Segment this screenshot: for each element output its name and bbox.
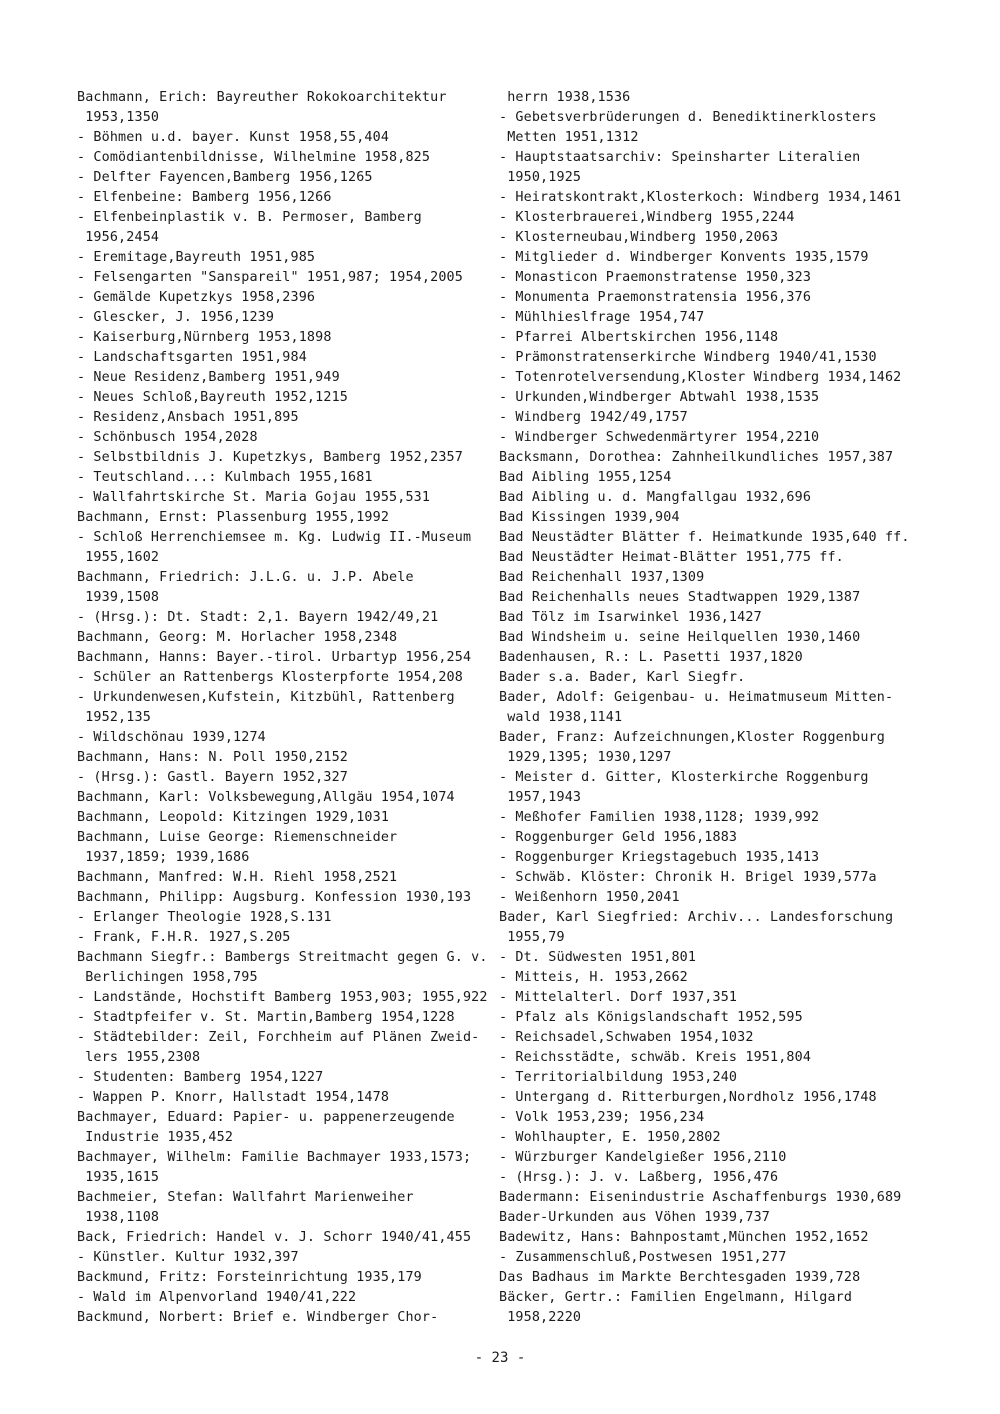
index-line: - Pfalz als Königslandschaft 1952,595 [499,1010,803,1025]
index-line: - Urkunden,Windberger Abtwahl 1938,1535 [499,390,820,405]
index-line: Bachmann, Manfred: W.H. Riehl 1958,2521 [77,870,398,885]
index-line: - Frank, F.H.R. 1927,S.205 [77,930,291,945]
index-line: Bachmann, Luise George: Riemenschneider [77,830,398,845]
index-line: - (Hrsg.): Dt. Stadt: 2,1. Bayern 1942/49,21 [77,610,439,625]
index-line: - Selbstbildnis J. Kupetzkys, Bamberg 1952,2357 [77,450,463,465]
right-column [499,88,909,1328]
index-line: - Mittelalterl. Dorf 1937,351 [499,990,738,1005]
index-line: - Kaiserburg,Nürnberg 1953,1898 [77,330,332,345]
index-line: Bad Aibling u. d. Mangfallgau 1932,696 [499,490,812,505]
index-line: - Heiratskontrakt,Klosterkoch: Windberg 1934,1461 [499,190,902,205]
index-line: - Städtebilder: Zeil, Forchheim auf Plänen Zweid- [77,1030,480,1045]
index-line: - Volk 1953,239; 1956,234 [499,1110,705,1125]
index-line: - Klosterneubau,Windberg 1950,2063 [499,230,779,245]
index-line: - Totenrotelversendung,Kloster Windberg 1934,1462 [499,370,902,385]
index-line: Badewitz, Hans: Bahnpostamt,München 1952,1652 [499,1230,869,1245]
index-line: Bad Kissingen 1939,904 [499,510,680,525]
index-line: Metten 1951,1312 [499,130,639,145]
index-line: - Mitglieder d. Windberger Konvents 1935,1579 [499,250,869,265]
index-line: Bachmann Siegfr.: Bambergs Streitmacht gegen G. v. [77,950,488,965]
index-line: 1958,2220 [499,1310,582,1325]
index-line: Backsmann, Dorothea: Zahnheilkundliches 1957,387 [499,450,894,465]
index-line: 1950,1925 [499,170,582,185]
index-line: Bad Reichenhall 1937,1309 [499,570,705,585]
index-line: - Pfarrei Albertskirchen 1956,1148 [499,330,779,345]
index-line: Bachmayer, Eduard: Papier- u. pappenerzeugende [77,1110,455,1125]
index-line: - Würzburger Kandelgießer 1956,2110 [499,1150,787,1165]
index-line: herrn 1938,1536 [499,90,631,105]
index-line: - Comödiantenbildnisse, Wilhelmine 1958,825 [77,150,431,165]
index-line: Badermann: Eisenindustrie Aschaffenburgs 1930,689 [499,1190,902,1205]
index-line: 1957,1943 [499,790,582,805]
index-line: - Monumenta Praemonstratensia 1956,376 [499,290,812,305]
index-line: - Hauptstaatsarchiv: Speinsharter Literalien [499,150,861,165]
index-line: Bachmann, Erich: Bayreuther Rokokoarchitektur [77,90,447,105]
index-line: Bachmann, Georg: M. Horlacher 1958,2348 [77,630,398,645]
index-line: Bachmann, Hans: N. Poll 1950,2152 [77,750,348,765]
index-line: - Urkundenwesen,Kufstein, Kitzbühl, Rattenberg [77,690,455,705]
index-line: Bad Reichenhalls neues Stadtwappen 1929,1387 [499,590,861,605]
index-line: - Künstler. Kultur 1932,397 [77,1250,299,1265]
index-line: wald 1938,1141 [499,710,623,725]
index-line: - Schönbusch 1954,2028 [77,430,258,445]
index-line: - Reichsstädte, schwäb. Kreis 1951,804 [499,1050,812,1065]
index-line: Bader, Franz: Aufzeichnungen,Kloster Roggenburg [499,730,885,745]
index-line: - Roggenburger Geld 1956,1883 [499,830,738,845]
index-line: - Elfenbeine: Bamberg 1956,1266 [77,190,332,205]
index-line: - (Hrsg.): Gastl. Bayern 1952,327 [77,770,348,785]
index-line: - Meister d. Gitter, Klosterkirche Roggenburg [499,770,869,785]
index-line: 1955,1602 [77,550,160,565]
index-line: - Schloß Herrenchiemsee m. Kg. Ludwig II.-Museum [77,530,472,545]
index-line: - Mühlhieslfrage 1954,747 [499,310,705,325]
index-line: Industrie 1935,452 [77,1130,234,1145]
index-line: - Landschaftsgarten 1951,984 [77,350,307,365]
index-line: Bad Aibling 1955,1254 [499,470,672,485]
index-line: - Wappen P. Knorr, Hallstadt 1954,1478 [77,1090,390,1105]
index-line: - Mitteis, H. 1953,2662 [499,970,688,985]
index-line: Bader, Adolf: Geigenbau- u. Heimatmuseum Mitten- [499,690,894,705]
index-line: Bäcker, Gertr.: Familien Engelmann, Hilgard [499,1290,853,1305]
page-number: - 23 - [474,1350,526,1366]
index-line: Bachmeier, Stefan: Wallfahrt Marienweiher [77,1190,414,1205]
index-line: Bachmann, Karl: Volksbewegung,Allgäu 1954,1074 [77,790,455,805]
index-line: 1952,135 [77,710,151,725]
index-line: Bachmann, Philipp: Augsburg. Konfession 1930,193 [77,890,472,905]
index-line: - Meßhofer Familien 1938,1128; 1939,992 [499,810,820,825]
index-line: - Roggenburger Kriegstagebuch 1935,1413 [499,850,820,865]
index-line: - Stadtpfeifer v. St. Martin,Bamberg 1954,1228 [77,1010,455,1025]
index-line: - Gebetsverbrüderungen d. Benediktinerklosters [499,110,877,125]
index-line: - Wallfahrtskirche St. Maria Gojau 1955,531 [77,490,431,505]
index-line: - Schwäb. Klöster: Chronik H. Brigel 1939,577a [499,870,877,885]
index-line: - Delfter Fayencen,Bamberg 1956,1265 [77,170,373,185]
index-line: - Residenz,Ansbach 1951,895 [77,410,299,425]
index-line: lers 1955,2308 [77,1050,201,1065]
index-line: - Wald im Alpenvorland 1940/41,222 [77,1290,357,1305]
index-line: - Zusammenschluß,Postwesen 1951,277 [499,1250,787,1265]
index-line: - Wildschönau 1939,1274 [77,730,266,745]
index-line: Bachmann, Hanns: Bayer.-tirol. Urbartyp 1956,254 [77,650,472,665]
index-line: Bad Windsheim u. seine Heilquellen 1930,1460 [499,630,861,645]
index-line: - Reichsadel,Schwaben 1954,1032 [499,1030,754,1045]
index-line: 1955,79 [499,930,565,945]
index-line: Berlichingen 1958,795 [77,970,258,985]
index-line: - Wohlhaupter, E. 1950,2802 [499,1130,721,1145]
index-line: - Klosterbrauerei,Windberg 1955,2244 [499,210,795,225]
index-line: - Landstände, Hochstift Bamberg 1953,903; 1955,922 [77,990,488,1005]
index-line: - Windberger Schwedenmärtyrer 1954,2210 [499,430,820,445]
index-line: Bachmann, Ernst: Plassenburg 1955,1992 [77,510,390,525]
index-line: 1956,2454 [77,230,160,245]
index-line: - Territorialbildung 1953,240 [499,1070,738,1085]
index-line: 1937,1859; 1939,1686 [77,850,250,865]
index-line: - (Hrsg.): J. v. Laßberg, 1956,476 [499,1170,779,1185]
index-line: - Gemälde Kupetzkys 1958,2396 [77,290,316,305]
index-line: - Elfenbeinplastik v. B. Permoser, Bamberg [77,210,422,225]
index-line: - Eremitage,Bayreuth 1951,985 [77,250,316,265]
index-line: Backmund, Norbert: Brief e. Windberger Chor- [77,1310,439,1325]
index-line: 1938,1108 [77,1210,160,1225]
index-line: 1939,1508 [77,590,160,605]
index-line: 1953,1350 [77,110,160,125]
index-line: - Erlanger Theologie 1928,S.131 [77,910,332,925]
index-line: Bachmann, Leopold: Kitzingen 1929,1031 [77,810,390,825]
index-line: - Felsengarten "Sanspareil" 1951,987; 1954,2005 [77,270,463,285]
index-line: 1929,1395; 1930,1297 [499,750,672,765]
index-line: Bachmayer, Wilhelm: Familie Bachmayer 1933,1573; [77,1150,472,1165]
index-line: - Dt. Südwesten 1951,801 [499,950,697,965]
index-line: Bader-Urkunden aus Vöhen 1939,737 [499,1210,770,1225]
index-line: Bader, Karl Siegfried: Archiv... Landesforschung [499,910,894,925]
index-line: - Neue Residenz,Bamberg 1951,949 [77,370,340,385]
index-line: - Neues Schloß,Bayreuth 1952,1215 [77,390,348,405]
index-line: Backmund, Fritz: Forsteinrichtung 1935,179 [77,1270,422,1285]
index-line: - Teutschland...: Kulmbach 1955,1681 [77,470,373,485]
index-line: - Weißenhorn 1950,2041 [499,890,680,905]
left-column [77,88,488,1328]
index-line: - Glescker, J. 1956,1239 [77,310,275,325]
index-line: - Studenten: Bamberg 1954,1227 [77,1070,324,1085]
index-line: Das Badhaus im Markte Berchtesgaden 1939,728 [499,1270,861,1285]
index-line: - Böhmen u.d. bayer. Kunst 1958,55,404 [77,130,390,145]
index-line: Badenhausen, R.: L. Pasetti 1937,1820 [499,650,803,665]
index-line: Bad Neustädter Heimat-Blätter 1951,775 ff. [499,550,844,565]
index-line: Bader s.a. Bader, Karl Siegfr. [499,670,746,685]
index-line: Bad Tölz im Isarwinkel 1936,1427 [499,610,762,625]
index-line: - Monasticon Praemonstratense 1950,323 [499,270,812,285]
index-line: - Untergang d. Ritterburgen,Nordholz 1956,1748 [499,1090,877,1105]
index-line: Bachmann, Friedrich: J.L.G. u. J.P. Abele [77,570,414,585]
index-line: - Schüler an Rattenbergs Klosterpforte 1954,208 [77,670,463,685]
index-line: - Prämonstratenserkirche Windberg 1940/41,1530 [499,350,877,365]
index-line: Back, Friedrich: Handel v. J. Schorr 1940/41,455 [77,1230,472,1245]
index-line: 1935,1615 [77,1170,160,1185]
index-line: - Windberg 1942/49,1757 [499,410,688,425]
index-line: Bad Neustädter Blätter f. Heimatkunde 1935,640 ff. [499,530,910,545]
